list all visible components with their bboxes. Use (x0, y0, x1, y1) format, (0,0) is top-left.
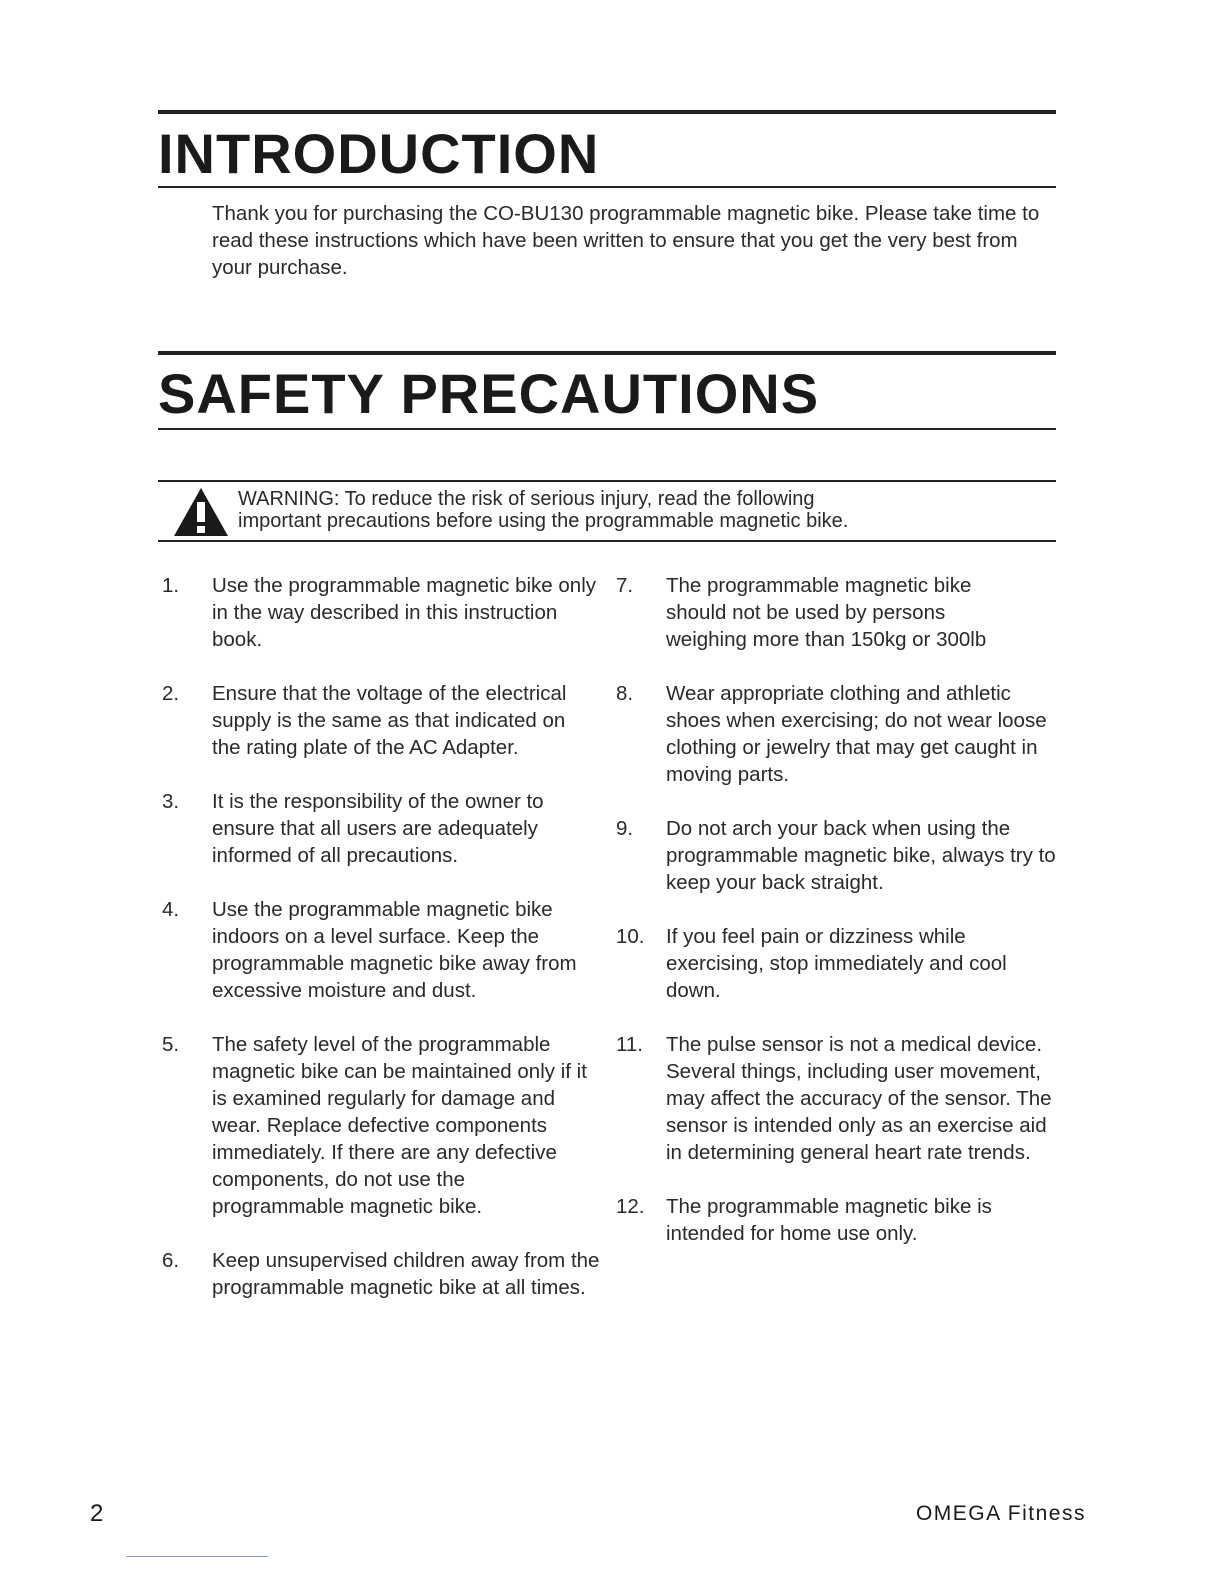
item-number: 3. (162, 790, 180, 813)
precautions-right-column (616, 572, 1056, 1247)
item-number: 11. (616, 1033, 643, 1056)
item-number: 6. (162, 1249, 180, 1272)
list-item (162, 1031, 602, 1220)
list-item (616, 572, 1026, 653)
warning-top-rule (158, 480, 1056, 482)
list-item (162, 1247, 602, 1301)
page-number: 2 (90, 1500, 104, 1527)
item-text: The pulse sensor is not a medical device. Several things, including user movement, may affect the accuracy of the sensor. The sensor is intended only as an exercise aid in determining general heart rate trends. (666, 1033, 1052, 1164)
intro-top-rule (158, 110, 1056, 114)
safety-top-rule (158, 351, 1056, 355)
precautions-left-column (162, 572, 602, 1301)
item-number: 7. (616, 574, 634, 597)
item-number: 2. (162, 682, 180, 705)
item-text: If you feel pain or dizziness while exercising, stop immediately and cool down. (666, 925, 1007, 1002)
intro-heading: INTRODUCTION (158, 122, 600, 185)
intro-bottom-rule (158, 186, 1056, 188)
warning-line-1: WARNING: To reduce the risk of serious injury, read the following (238, 488, 815, 510)
item-number: 5. (162, 1033, 180, 1056)
safety-bottom-rule (158, 428, 1056, 430)
warning-bottom-rule (158, 540, 1056, 542)
item-text: Use the programmable magnetic bike only in the way described in this instruction book. (212, 574, 596, 651)
footer-brand: OMEGA Fitness (915, 1502, 1086, 1525)
item-text: The programmable magnetic bike should not be used by persons weighing more than 150kg or 300lb (666, 574, 987, 651)
list-item (162, 788, 602, 869)
item-text: The programmable magnetic bike is intended for home use only. (666, 1195, 992, 1245)
item-number: 9. (616, 817, 634, 840)
list-item (616, 923, 1056, 1004)
item-number: 1. (162, 574, 180, 597)
item-text: Use the programmable magnetic bike indoors on a level surface. Keep the programmable magnetic bike away from excessive moisture and dust. (212, 898, 577, 1002)
item-text: Keep unsupervised children away from the programmable magnetic bike at all times. (212, 1249, 600, 1299)
warning-line-2: important precautions before using the programmable magnetic bike. (238, 510, 849, 532)
item-text: The safety level of the programmable magnetic bike can be maintained only if it is examined regularly for damage and wear. Replace defective components immediately. If there are any defective components, do not use the programmable magnetic bike. (212, 1033, 587, 1218)
list-item (162, 896, 602, 1004)
list-item (616, 815, 1056, 896)
item-text: It is the responsibility of the owner to ensure that all users are adequately informed of all precautions. (212, 790, 544, 867)
bottom-divider (126, 1556, 268, 1557)
intro-paragraph: Thank you for purchasing the CO-BU130 programmable magnetic bike. Please take time to read these instructions which have been written to ensure that you get the very best from your purchase. (212, 202, 1040, 279)
item-number: 12. (616, 1195, 645, 1218)
item-number: 10. (616, 925, 645, 948)
item-text: Wear appropriate clothing and athletic shoes when exercising; do not wear loose clothing or jewelry that may get caught in moving parts. (666, 682, 1047, 786)
list-item (162, 572, 602, 653)
list-item (616, 1193, 1046, 1247)
item-number: 4. (162, 898, 180, 921)
list-item (162, 680, 590, 761)
item-number: 8. (616, 682, 634, 705)
warning-triangle-icon (172, 486, 230, 538)
list-item (616, 1031, 1066, 1166)
item-text: Do not arch your back when using the programmable magnetic bike, always try to keep your back straight. (666, 817, 1056, 894)
list-item (616, 680, 1056, 788)
safety-heading: SAFETY PRECAUTIONS (158, 362, 820, 425)
item-text: Ensure that the voltage of the electrical supply is the same as that indicated on the rating plate of the AC Adapter. (212, 682, 567, 759)
warning-text (238, 488, 1038, 532)
